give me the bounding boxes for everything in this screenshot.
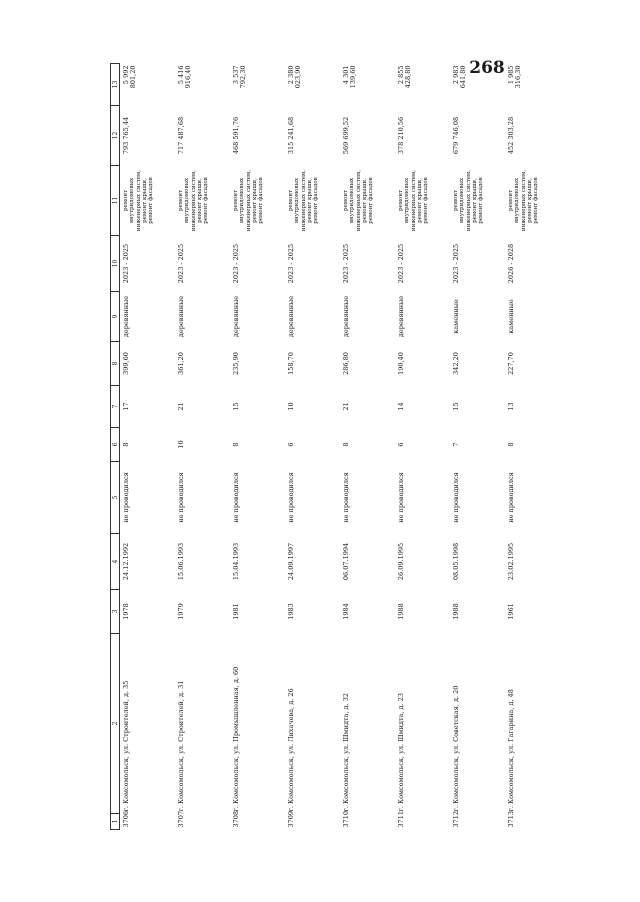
table-row	[340, 64, 395, 830]
row-number: 3710	[342, 810, 350, 828]
year-built-cell: 1988	[397, 603, 405, 620]
address-cell: г. Комсомольск, ул. Лихачева, д. 26	[287, 688, 295, 812]
wall-material-cell: деревянные	[397, 295, 405, 338]
apartments-cell: 8	[507, 442, 515, 447]
work-types-cell: ремонт внутридомовых инженерных систем, ремонт крыши, ремонт фасадов	[453, 169, 485, 232]
last-repair-cell: не проводился	[452, 472, 460, 523]
year-built-cell: 1961	[507, 603, 515, 620]
repair-period-cell: 2023 - 2025	[342, 243, 350, 284]
table-row	[395, 64, 450, 830]
wall-material-cell: деревянные	[122, 295, 130, 338]
area-cell: 227,70	[507, 352, 515, 375]
area-cell: 399,60	[122, 352, 130, 375]
address-cell: г. Комсомольск, ул. Шмидта, д. 32	[342, 693, 350, 812]
work-types-cell: ремонт внутридомовых инженерных систем, ремонт крыши, ремонт фасадов	[343, 169, 375, 232]
header-col-13: 13	[111, 64, 120, 106]
apartments-cell: 8	[342, 442, 350, 447]
row-number: 3712	[452, 810, 460, 828]
header-col-3: 3	[111, 590, 120, 634]
work-types-cell: ремонт внутридомовых инженерных систем, ремонт крыши, ремонт фасадов	[288, 169, 320, 232]
header-col-9: 9	[111, 292, 120, 342]
table-row	[285, 64, 340, 830]
area-cell: 158,70	[287, 352, 295, 375]
last-repair-cell: не проводился	[122, 472, 130, 523]
year-built-cell: 1983	[287, 603, 295, 620]
year-built-cell: 1984	[342, 603, 350, 620]
residents-cell: 21	[177, 402, 185, 411]
total-cost-cell: 2 855 428,80	[397, 65, 413, 89]
total-cost-cell: 4 301 139,60	[342, 65, 358, 89]
address-cell: г. Комсомольск, ул. Гагарина, д. 48	[507, 689, 515, 812]
privatization-date-cell: 15.04.1993	[232, 542, 240, 581]
cost-cell: 569 699,52	[342, 116, 350, 155]
total-cost-cell: 5 416 916,40	[177, 65, 193, 89]
repair-period-cell: 2023 - 2025	[177, 243, 185, 284]
year-built-cell: 1988	[452, 603, 460, 620]
cost-cell: 378 210,56	[397, 116, 405, 155]
table-row	[450, 64, 505, 830]
header-col-12: 12	[111, 106, 120, 166]
repair-period-cell: 2023 - 2025	[122, 243, 130, 284]
area-cell: 235,90	[232, 352, 240, 375]
cost-cell: 717 487,68	[177, 116, 185, 155]
header-col-6: 6	[111, 428, 120, 462]
wall-material-cell: каменные	[452, 299, 460, 334]
apartments-cell: 10	[177, 440, 185, 449]
apartments-cell: 6	[287, 442, 295, 447]
privatization-date-cell: 08.05.1998	[452, 542, 460, 581]
privatization-date-cell: 24.12.1992	[122, 542, 130, 581]
address-cell: г. Комсомольск, ул. Промышленная, д. 60	[232, 666, 240, 812]
area-cell: 361,20	[177, 352, 185, 375]
table-row	[505, 64, 560, 830]
table-row	[120, 64, 176, 830]
cost-cell: 315 241,68	[287, 116, 295, 155]
last-repair-cell: не проводился	[342, 472, 350, 523]
last-repair-cell: не проводился	[397, 472, 405, 523]
privatization-date-cell: 23.02.1995	[507, 542, 515, 581]
header-col-8: 8	[111, 342, 120, 386]
cost-cell: 793 765,44	[122, 116, 130, 155]
row-number: 3708	[232, 810, 240, 828]
wall-material-cell: каменные	[507, 299, 515, 334]
repair-period-cell: 2023 - 2025	[287, 243, 295, 284]
residents-cell: 17	[122, 402, 130, 411]
work-types-cell: ремонт внутридомовых инженерных систем, ремонт крыши, ремонт фасадов	[398, 169, 430, 232]
total-cost-cell: 1 985 316,30	[507, 65, 523, 89]
wall-material-cell: деревянные	[342, 295, 350, 338]
privatization-date-cell: 06.07.1994	[342, 542, 350, 581]
header-col-1: 1	[111, 814, 120, 830]
last-repair-cell: не проводился	[177, 472, 185, 523]
privatization-date-cell: 26.09.1995	[397, 542, 405, 581]
total-cost-cell: 3 537 792,30	[232, 65, 248, 89]
apartments-cell: 6	[397, 442, 405, 447]
cost-cell: 468 591,76	[232, 116, 240, 155]
residents-cell: 14	[397, 402, 405, 411]
header-col-10: 10	[111, 236, 120, 292]
total-cost-cell: 5 992 801,20	[122, 65, 138, 89]
work-types-cell: ремонт внутридомовых инженерных систем, ремонт крыши, ремонт фасадов	[123, 169, 155, 232]
repair-period-cell: 2023 - 2025	[452, 243, 460, 284]
row-number: 3711	[397, 810, 405, 828]
row-number: 3713	[507, 810, 515, 828]
address-cell: г. Комсомольск, ул. Советская, д. 20	[452, 685, 460, 812]
area-cell: 342,20	[452, 352, 460, 375]
last-repair-cell: не проводился	[507, 472, 515, 523]
work-types-cell: ремонт внутридомовых инженерных систем, ремонт крыши, ремонт фасадов	[233, 169, 265, 232]
total-cost-cell: 2 983 641,80	[452, 65, 468, 89]
cost-cell: 452 303,28	[507, 116, 515, 155]
wall-material-cell: деревянные	[232, 295, 240, 338]
residents-cell: 15	[452, 402, 460, 411]
header-row	[111, 64, 120, 830]
year-built-cell: 1981	[232, 603, 240, 620]
privatization-date-cell: 24.09.1997	[287, 542, 295, 581]
address-cell: г. Комсомольск, ул. Шмидта, д. 23	[397, 693, 405, 812]
address-cell: г. Комсомольск, ул. Строителей, д. 35	[122, 680, 130, 812]
row-number: 3709	[287, 810, 295, 828]
page-number: 268	[469, 58, 505, 78]
row-number: 3706	[122, 810, 130, 828]
repair-period-cell: 2026 - 2028	[507, 243, 515, 284]
address-cell: г. Комсомольск, ул. Строителей, д. 31	[177, 680, 185, 812]
table-row	[230, 64, 285, 830]
header-col-11: 11	[111, 166, 120, 236]
residents-cell: 15	[232, 402, 240, 411]
apartments-cell: 8	[232, 442, 240, 447]
area-cell: 286,80	[342, 352, 350, 375]
header-col-5: 5	[111, 462, 120, 534]
rotated-table-container	[110, 64, 540, 830]
apartments-cell: 8	[122, 442, 130, 447]
last-repair-cell: не проводился	[232, 472, 240, 523]
residents-cell: 13	[507, 402, 515, 411]
header-col-7: 7	[111, 386, 120, 428]
apartments-cell: 7	[452, 442, 460, 447]
table-row	[175, 64, 230, 830]
capital-repair-table	[110, 63, 560, 830]
header-col-2: 2	[111, 634, 120, 814]
work-types-cell: ремонт внутридомовых инженерных систем, ремонт крыши, ремонт фасадов	[178, 169, 210, 232]
privatization-date-cell: 15.06.1993	[177, 542, 185, 581]
year-built-cell: 1978	[122, 603, 130, 620]
wall-material-cell: деревянные	[287, 295, 295, 338]
repair-period-cell: 2023 - 2025	[232, 243, 240, 284]
work-types-cell: ремонт внутридомовых инженерных систем, ремонт крыши, ремонт фасадов	[508, 169, 540, 232]
last-repair-cell: не проводился	[287, 472, 295, 523]
wall-material-cell: деревянные	[177, 295, 185, 338]
repair-period-cell: 2023 - 2025	[397, 243, 405, 284]
header-col-4: 4	[111, 534, 120, 590]
residents-cell: 10	[287, 402, 295, 411]
row-number: 3707	[177, 810, 185, 828]
residents-cell: 21	[342, 402, 350, 411]
cost-cell: 679 746,08	[452, 116, 460, 155]
year-built-cell: 1979	[177, 603, 185, 620]
total-cost-cell: 2 380 023,90	[287, 65, 303, 89]
area-cell: 190,40	[397, 352, 405, 375]
